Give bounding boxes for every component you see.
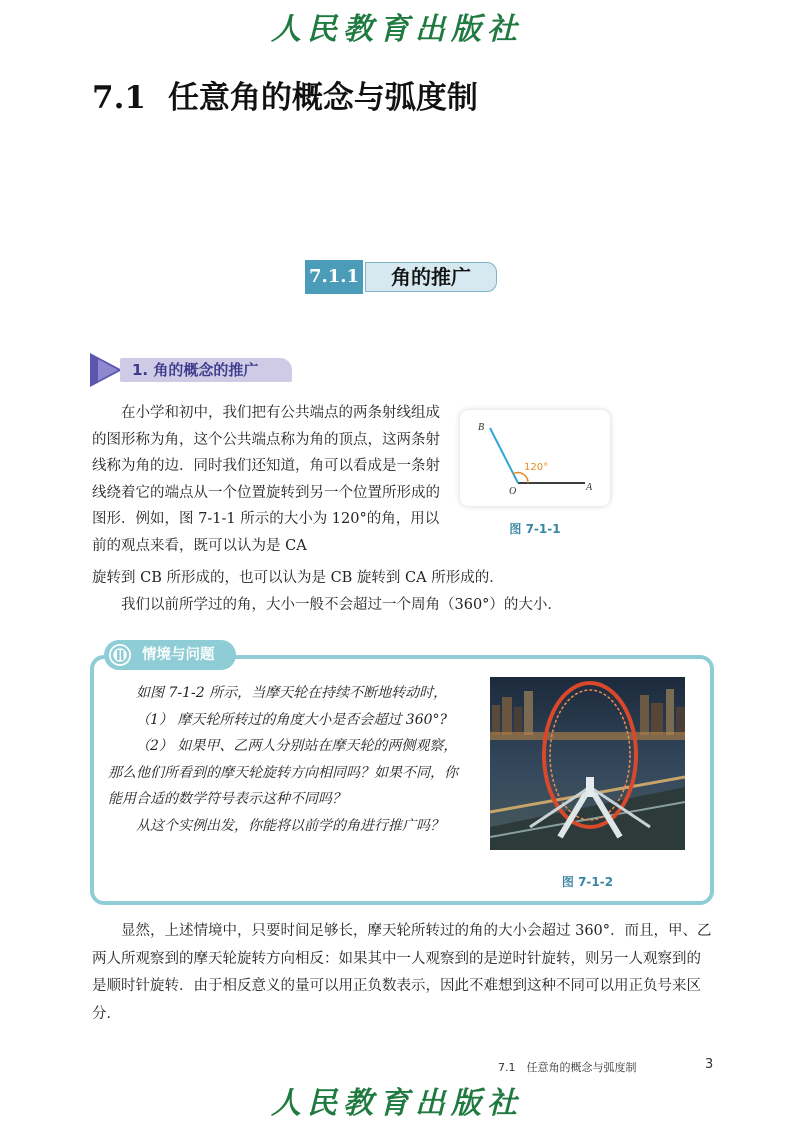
- question-icon: [108, 643, 132, 667]
- intro-text-cont: 旋转到 CB 所形成的，也可以认为是 CB 旋转到 CA 所形成的．: [92, 570, 504, 586]
- chapter-title: [92, 72, 478, 117]
- intro-paragraph: [92, 400, 442, 559]
- subsection-title: 1. 角的概念的推广: [120, 358, 292, 382]
- situation-text: [108, 680, 468, 839]
- publisher-logo-top: 人民教育出版社: [271, 12, 523, 47]
- ferris-wheel-photo: [490, 677, 685, 850]
- figure2-caption: 图 7-1-2: [561, 875, 614, 889]
- conclusion-paragraph: [92, 918, 712, 1028]
- situation-line-2: （1） 摩天轮所转过的角度大小是否会超过 360°?: [136, 711, 448, 728]
- situation-line-1: 如图 7-1-2 所示，当摩天轮在持续不断地转动时，: [136, 685, 448, 701]
- figure-angle-120: [460, 410, 610, 506]
- intro-text: 在小学和初中，我们把有公共端点的两条射线组成的图形称为角，这个公共端点称为角的顶点，这两条射线称为角的边．同时我们还知道，角可以看成是一条射线绕着它的端点从一个位置旋转到另一个位置所形成的图形．例如，图 7-1-1 所示的大小为 120°的角，用以前的观点来看，既可以认为是 CA: [92, 405, 440, 554]
- publisher-logo-bottom: 人民教育出版社: [271, 1086, 523, 1121]
- paragraph-full-angle: [92, 592, 712, 619]
- situation-title: 情境与问题: [142, 647, 215, 663]
- angle-label: 120°: [524, 462, 549, 473]
- chapter-number: 7.1: [92, 80, 146, 116]
- situation-header: [104, 640, 236, 670]
- chapter-name: 任意角的概念与弧度制: [167, 80, 478, 116]
- point-B: B: [478, 422, 485, 433]
- ray-OB: [490, 428, 518, 483]
- intro-paragraph-continued: [92, 565, 522, 592]
- page-number: 3: [705, 1057, 714, 1072]
- section-title: 角的推广: [365, 262, 497, 292]
- section-heading: [305, 260, 499, 294]
- full-angle-text: 我们以前所学过的角，大小一般不会超过一个周角（360°）的大小．: [121, 597, 562, 613]
- point-A: A: [586, 482, 593, 493]
- point-O: O: [509, 486, 517, 497]
- subsection-heading: [90, 353, 302, 387]
- section-number: 7.1.1: [305, 260, 363, 294]
- angle-diagram: [460, 410, 610, 506]
- conclusion-text: 显然，上述情境中，只要时间足够长，摩天轮所转过的角的大小会超过 360°．而且，甲、乙两人所观察到的摩天轮旋转方向相反：如果其中一人观察到的是逆时针旋转，则另一人观察到的是顺时针旋转．由于相反意义的量可以用正负数表示，因此不难想到这种不同可以用正负号来区分．: [92, 923, 712, 1022]
- situation-line-4: 从这个实例出发，你能将以前学的角进行推广吗？: [136, 817, 444, 834]
- situation-line-3: （2） 如果甲、乙两人分别站在摩天轮的两侧观察，那么他们所看到的摩天轮旋转方向相同吗？如果不同，你能用合适的数学符号表示这种不同吗？: [108, 738, 458, 807]
- running-footer-title: 7.1 任意角的概念与弧度制: [498, 1061, 637, 1074]
- figure1-caption: 图 7-1-1: [509, 522, 561, 536]
- ferris-wheel-image: [490, 677, 685, 850]
